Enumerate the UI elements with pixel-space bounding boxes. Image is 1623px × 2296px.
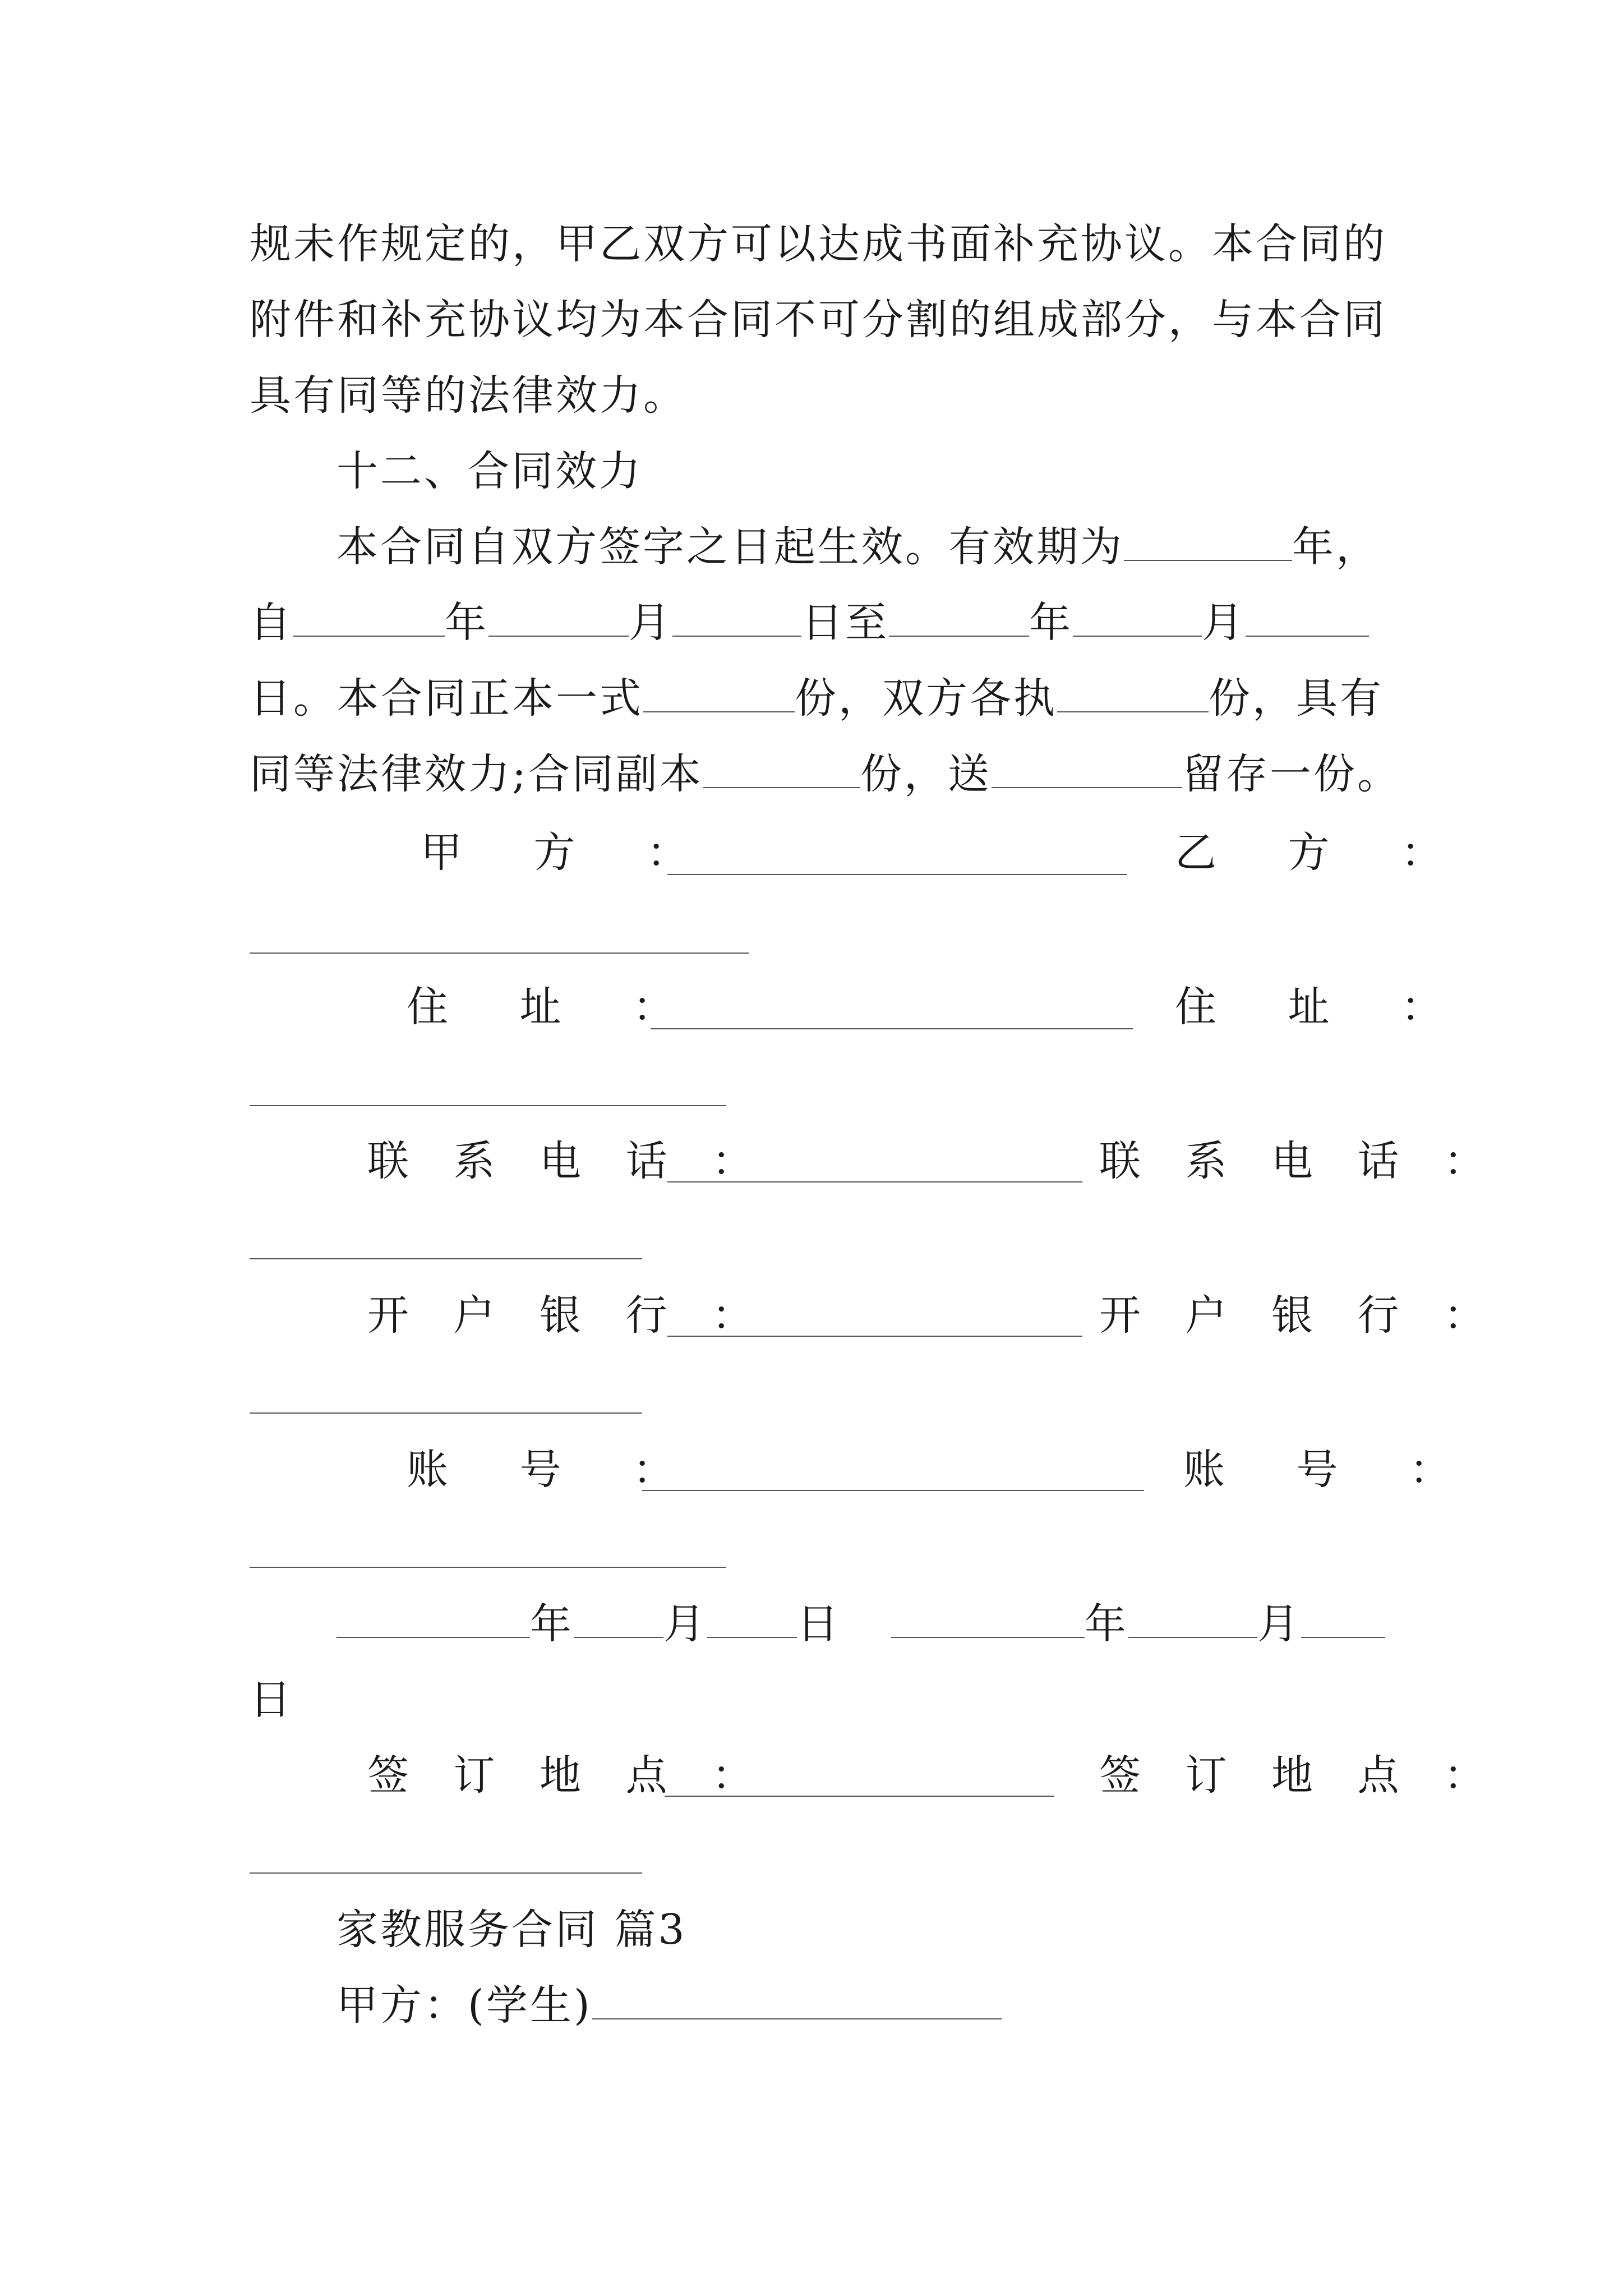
date-line [336,1596,1385,1652]
sign-place-b-field[interactable] [250,1872,642,1874]
blank-field[interactable] [293,603,445,637]
sign-place-a-label: 签 订 地 点 ： [367,1751,769,1800]
blank-field[interactable] [1128,1604,1257,1638]
account-a-field[interactable] [642,1490,1144,1491]
blank-field[interactable] [336,1604,530,1638]
party-b-field[interactable] [250,953,749,954]
effect-line-4 [250,746,1401,802]
effect-text: 份，双方各执 [795,674,1057,723]
sign-place-a-field[interactable] [665,1796,1054,1797]
party-b-label: 乙 方 ： [1175,829,1472,877]
account-b-label: 账 号 ： [1183,1446,1481,1494]
account-b-field[interactable] [250,1567,726,1568]
blank-field[interactable] [889,603,1029,637]
effect-text: 年 [445,599,488,647]
blank-field[interactable] [1124,527,1292,561]
paragraph-line: 具有同等的法律效力。 [250,371,687,420]
effect-text: 留存一份。 [1182,750,1401,798]
sign-place-b-label: 签 订 地 点 ： [1099,1751,1501,1800]
effect-text: 月 [629,599,672,647]
bank-b-label: 开 户 银 行 ： [1099,1291,1501,1340]
effect-text: 日。本合同正本一式 [250,674,643,723]
next-party-line [336,1977,1002,2033]
bank-a-label: 开 户 银 行 ： [367,1291,769,1340]
effect-line-1 [336,519,1380,575]
effect-text: 自 [250,599,293,647]
blank-field[interactable] [891,1604,1085,1638]
effect-text: 同等法律效力;合同副本 [250,750,703,798]
blank-field[interactable] [1301,1604,1385,1638]
student-name-field[interactable] [592,1986,1002,2019]
blank-field[interactable] [703,754,860,788]
address-a-field[interactable] [651,1028,1133,1029]
party-a-student-label: 甲方：(学生) [336,1981,592,2030]
date-text: 年 [1085,1600,1128,1648]
section-title: 十二、合同效力 [336,447,643,495]
address-a-label: 住 址 ： [407,983,704,1031]
blank-field[interactable] [488,603,629,637]
effect-text: 份，送 [860,750,992,798]
effect-text: 月 [1202,599,1246,647]
blank-field[interactable] [1073,603,1202,637]
date-ri-wrap: 日 [250,1676,291,1724]
paragraph-line: 附件和补充协议均为本合同不可分割的组成部分，与本合同 [250,296,1387,344]
phone-b-field[interactable] [250,1258,642,1259]
account-a-label: 账 号 ： [407,1446,704,1494]
blank-field[interactable] [574,1604,663,1638]
effect-text: 本合同自双方签字之日起生效。有效期为 [336,523,1124,571]
date-text: 年 [530,1600,574,1648]
blank-field[interactable] [643,679,795,712]
blank-field[interactable] [1057,679,1209,712]
bank-b-field[interactable] [250,1412,642,1414]
next-section-title: 家教服务合同 篇3 [336,1906,687,1954]
effect-text: 份，具有 [1209,674,1384,723]
effect-text: 日至 [801,599,889,647]
effect-line-2 [250,595,1369,651]
effect-text: 年， [1292,523,1380,571]
blank-field[interactable] [992,754,1182,788]
date-text: 月 [1257,1600,1301,1648]
address-b-field[interactable] [250,1105,726,1106]
blank-field[interactable] [707,1604,797,1638]
date-text: 日 [797,1600,841,1648]
party-a-field[interactable] [667,874,1127,875]
address-b-label: 住 址 ： [1175,983,1472,1031]
party-a-label: 甲 方 ： [421,829,718,877]
bank-a-field[interactable] [667,1336,1082,1337]
phone-a-label: 联 系 电 话 ： [367,1137,769,1185]
blank-field[interactable] [1246,603,1369,637]
date-text: 月 [663,1600,707,1648]
effect-text: 年 [1029,599,1073,647]
paragraph-line: 规未作规定的，甲乙双方可以达成书面补充协议。本合同的 [250,220,1387,268]
phone-a-field[interactable] [667,1181,1082,1182]
phone-b-label: 联 系 电 话 ： [1099,1137,1501,1185]
blank-field[interactable] [672,603,801,637]
effect-line-3 [250,670,1384,726]
